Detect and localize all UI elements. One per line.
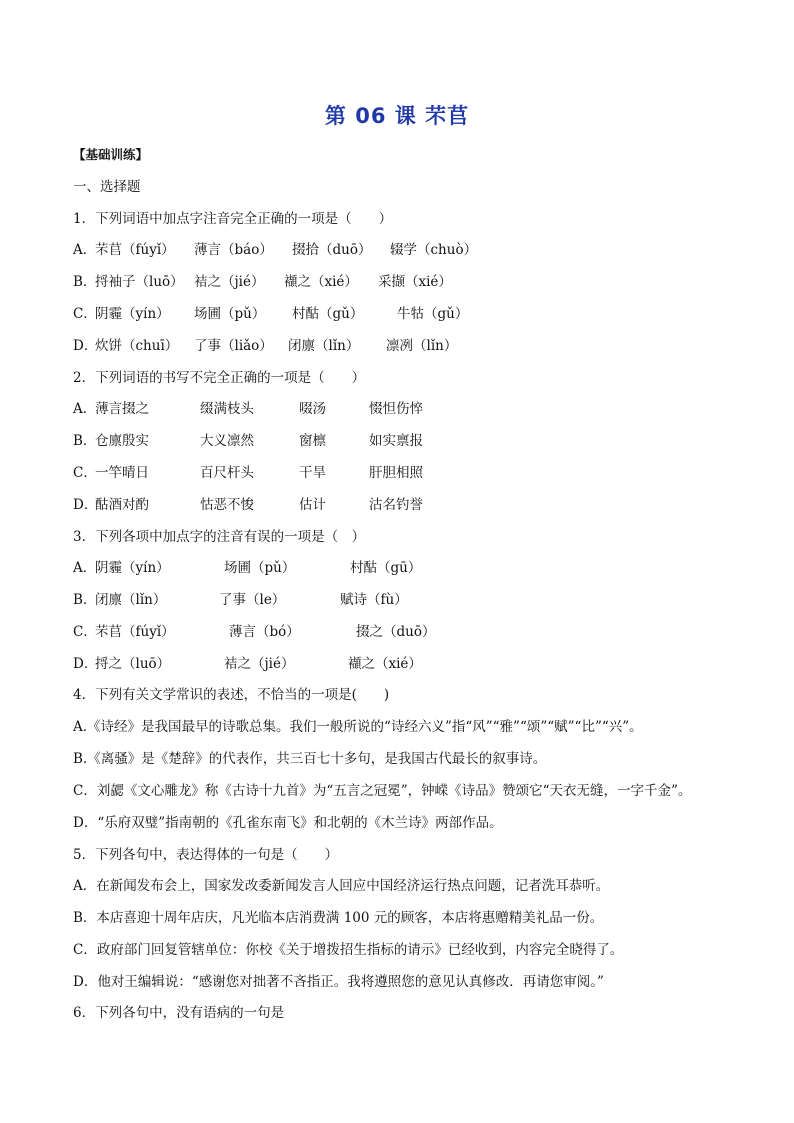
q4-option-d: D．“乐府双璧”指南朝的《孔雀东南飞》和北朝的《木兰诗》两部作品。 — [73, 815, 503, 831]
option-item: 薄言掇之 — [95, 401, 149, 417]
part-heading: 一、选择题 — [73, 179, 141, 195]
option-item: 仓廪殷实 — [95, 433, 149, 449]
q4-option-c: C．刘勰《文心雕龙》称《古诗十九首》为“五言之冠冕”，钟嵘《诗品》赞颂它“天衣无缝，一字千金”。 — [73, 783, 692, 799]
option-letter: A． — [73, 242, 97, 258]
option-item: 芣苢（fúyǐ） — [95, 624, 175, 640]
option-item: 村酤（gū） — [350, 560, 422, 576]
option-item: 薄言（báo） — [194, 242, 273, 258]
section-label: 【基础训练】 — [73, 147, 149, 162]
option-item: 怙恶不悛 — [200, 497, 254, 513]
q3-option-b — [73, 591, 408, 609]
option-item: 了事（liǎo） — [194, 338, 273, 354]
q1-option-a — [73, 241, 477, 259]
option-letter: A． — [73, 560, 97, 576]
q5-option-c: C．政府部门回复管辖单位：你校《关于增拨招生指标的请示》已经收到，内容完全晓得了。 — [73, 942, 624, 958]
option-item: 襭之（xié） — [348, 656, 422, 672]
q5-option-d: D．他对王编辑说：“感谢您对拙著不吝指正。我将遵照您的意见认真修改．再请您审阅。” — [73, 974, 604, 990]
option-letter: D． — [73, 497, 98, 513]
option-letter: C． — [73, 306, 97, 322]
option-item: 薄言（bó） — [229, 624, 300, 640]
option-item: 肝胆相照 — [369, 465, 423, 481]
option-item: 闭廪（lǐn） — [288, 338, 360, 354]
option-item: 芣苢（fúyǐ） — [95, 242, 175, 258]
option-item: 估计 — [299, 497, 326, 513]
option-item: 百尺杆头 — [200, 465, 254, 481]
option-letter: B． — [73, 433, 97, 449]
q4-option-a: A.《诗经》是我国最早的诗歌总集。我们一般所说的“诗经六义”指“风”“雅”“颂”“赋”“比”“兴”。 — [73, 719, 643, 735]
option-letter: C． — [73, 624, 97, 640]
option-item: 沽名钓誉 — [369, 497, 423, 513]
option-item: 捋袖子（luō） — [95, 274, 184, 290]
q3-option-d — [73, 655, 422, 673]
option-item: 袺之（jié） — [224, 656, 295, 672]
q5-option-a: A．在新闻发布会上，国家发改委新闻发言人回应中国经济运行热点问题，记者洗耳恭听。 — [73, 878, 610, 894]
option-item: 辍学（chuò） — [390, 242, 478, 258]
option-item: 大义凛然 — [200, 433, 254, 449]
option-item: 啜汤 — [299, 401, 326, 417]
q4-option-b: B.《离骚》是《楚辞》的代表作，共三百七十多句，是我国古代最长的叙事诗。 — [73, 751, 547, 767]
option-item: 凛冽（lǐn） — [386, 338, 458, 354]
option-item: 如实禀报 — [369, 433, 423, 449]
option-item: 一竿晴日 — [95, 465, 149, 481]
question-1-stem: 1．下列词语中加点字注音完全正确的一项是（ ） — [73, 211, 393, 227]
option-item: 袺之（jié） — [194, 274, 265, 290]
option-item: 场圃（pǔ） — [224, 560, 296, 576]
q3-option-c — [73, 623, 435, 641]
option-item: 采撷（xié） — [378, 274, 452, 290]
option-letter: D． — [73, 656, 98, 672]
option-item: 酤酒对酌 — [95, 497, 149, 513]
option-letter: B． — [73, 274, 97, 290]
option-item: 干旱 — [299, 465, 326, 481]
option-letter: C． — [73, 465, 97, 481]
question-4-stem: 4．下列有关文学常识的表述，不恰当的一项是( ) — [73, 687, 390, 703]
question-2-stem: 2．下列词语的书写不完全正确的一项是（ ） — [73, 370, 366, 386]
option-item: 掇之（duō） — [356, 624, 436, 640]
option-item: 惙怛伤悴 — [369, 401, 423, 417]
q1-option-c — [73, 305, 468, 323]
question-6-stem: 6．下列各句中，没有语病的一句是 — [73, 1005, 285, 1021]
q2-option-d — [73, 496, 423, 514]
option-item: 村酤（gǔ） — [292, 306, 364, 322]
option-item: 缀满枝头 — [200, 401, 254, 417]
q1-option-d — [73, 337, 457, 355]
q2-option-a — [73, 400, 423, 418]
option-item: 捋之（luō） — [95, 656, 171, 672]
q5-option-b: B．本店喜迎十周年店庆，凡光临本店消费满 100 元的顾客，本店将惠赠精美礼品一份。 — [73, 910, 604, 926]
option-item: 阴霾（yín） — [95, 306, 170, 322]
option-item: 襭之（xié） — [284, 274, 358, 290]
option-letter: A． — [73, 401, 97, 417]
q3-option-a — [73, 559, 421, 577]
option-item: 牛牯（gǔ） — [397, 306, 469, 322]
option-item: 赋诗（fù） — [340, 592, 408, 608]
option-letter: D． — [73, 338, 98, 354]
q1-option-b — [73, 273, 452, 291]
option-letter: B． — [73, 592, 97, 608]
option-item: 炊饼（chuī） — [95, 338, 179, 354]
option-item: 闭廪（lǐn） — [95, 592, 167, 608]
question-5-stem: 5．下列各句中，表达得体的一句是（ ） — [73, 847, 339, 863]
option-item: 场圃（pǔ） — [194, 306, 266, 322]
option-item: 掇拾（duō） — [292, 242, 372, 258]
q2-option-c — [73, 464, 423, 482]
option-item: 阴霾（yín） — [95, 560, 170, 576]
page-title: 第 06 课 芣苢 — [324, 104, 470, 128]
option-item: 窗檩 — [299, 433, 326, 449]
question-3-stem: 3．下列各项中加点字的注音有误的一项是（ ） — [73, 529, 366, 545]
q2-option-b — [73, 432, 423, 450]
option-item: 了事（le） — [219, 592, 286, 608]
